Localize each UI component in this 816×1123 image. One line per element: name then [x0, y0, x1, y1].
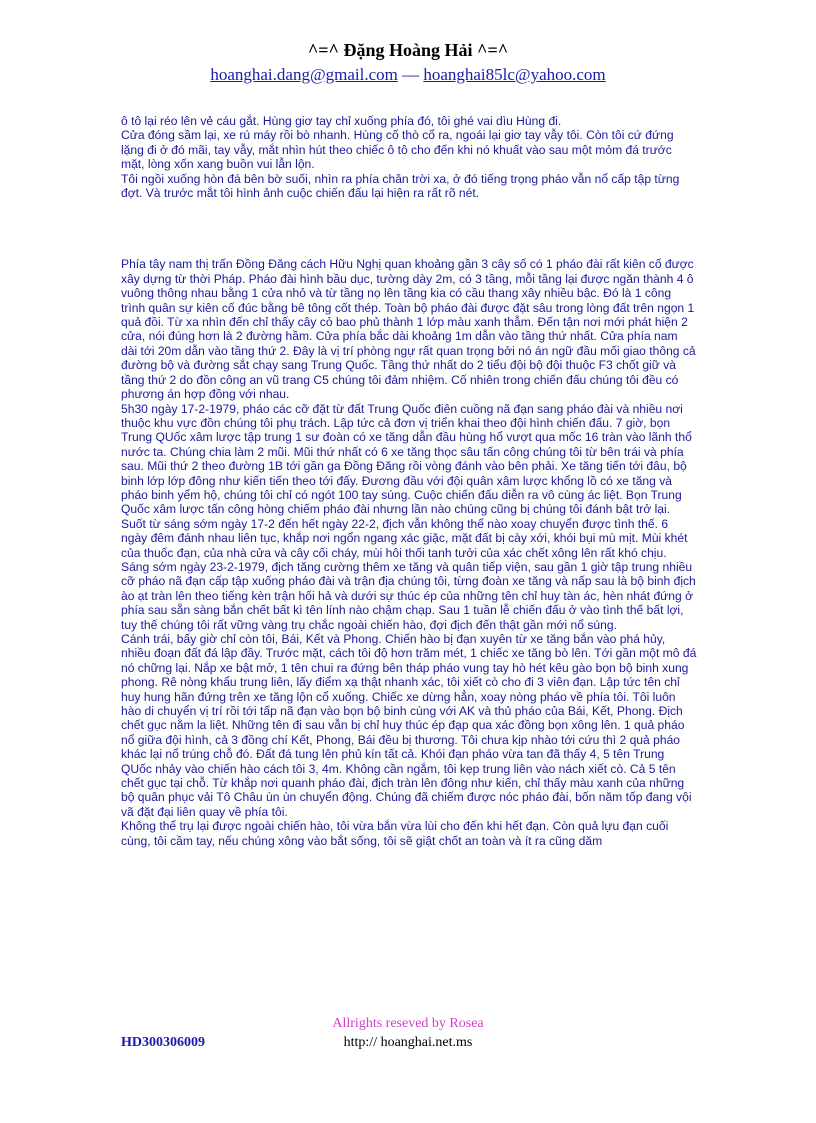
- author-title: ^=^ Đặng Hoàng Hải ^=^: [307, 40, 509, 60]
- paragraph-gap: [121, 200, 697, 257]
- email-separator: —: [397, 65, 424, 84]
- story-body: [121, 114, 697, 848]
- paragraph: ô tô lại réo lên vẻ cáu gắt. Hùng giơ tay chỉ xuống phía đó, tôi ghé vai dìu Hùng đi.: [121, 114, 562, 128]
- email-link-yahoo[interactable]: hoanghai85lc@yahoo.com: [423, 65, 606, 84]
- paragraph: Cánh trái, bấy giờ chỉ còn tôi, Bái, Kết và Phong. Chiến hào bị đạn xuyên từ xe tăng bắn vào phá hủy, nhiều đoạn đất đá lập đầy. Trước mặt, cách tôi độ hơn trăm mét, 1 chiếc xe tăng bò lên. Tới gần một mô đá nó chững lại. Nắp xe bật mở, 1 tên chui ra đứng bên tháp pháo vung tay hò hét kêu gào bọn bộ binh xung phong. Rê nòng khẩu trung liên, lấy điểm xạ thật nhanh xác, tôi xiết cò cho đi 3 viên đạn. Lập tức tên chỉ huy hung hãn đứng trên xe tăng lộn cổ xuống. Chiếc xe dừng hẳn, xoay nòng pháo về phía tôi. Tôi luôn hào di chuyển vị trí rồi tới tấp nã đạn vào bọn bộ binh cùng với AK và thủ pháo của Bái, Kết, Phong. Địch chết gục nằm la liệt. Những tên đi sau vẫn bị chỉ huy thúc ép đạp qua xác đồng bọn xông lên. 1 quả pháo nổ giữa đội hình, cả 3 đồng chí Kết, Phong, Bái đều bị thương. Tôi chưa kịp nhào tới cứu thì 2 quả pháo khác lại nổ trúng chỗ đó. Đất đá tung lên phủ kín tất cả. Khói đạn pháo vừa tan đã thấy 4, 5 tên Trung QUốc nhảy vào chiến hào cách tôi 3, 4m. Không cần ngắm, tôi kẹp trung liên vào nách xiết cò. Cả 5 tên chết gục tại chỗ. Từ khắp nơi quanh pháo đài, địch tràn lên đông như kiến, chỉ thấy màu xanh của những bộ quân phục vải Tô Châu ùn ùn chuyển động. Chúng đã chiếm được nóc pháo đài, bốn năm tốp đang vội vã đặt đại liên quay về phía tôi.: [121, 632, 697, 819]
- website-url: http:// hoanghai.net.ms: [343, 1035, 473, 1050]
- paragraph: Sáng sớm ngày 23-2-1979, địch tăng cường thêm xe tăng và quân tiếp viện, sau gần 1 giờ tập trung nhiều cỡ pháo nã đạn cấp tập xuống pháo đài và trận địa chúng tôi, từng đoàn xe tăng và nấp sau là bộ binh địch ào ạt tràn lên theo tiếng kèn trận hối hả và dưới sự thúc ép của những tên chỉ huy tàn ác, hèn nhát đứng ở phía sau sẵn sàng bắn chết bất kì tên lính nào chậm chạp. Sau 1 tuần lễ chiến đấu ở vào tình thế bất lợi, tuy thế chúng tôi rất vững vàng trụ chắc ngoài chiến hào, đợi địch đến thật gần mới nổ súng.: [121, 559, 696, 632]
- paragraph: Cửa đóng sầm lại, xe rú máy rồi bò nhanh. Hùng cố thò cổ ra, ngoái lại giơ tay vẫy tôi. Còn tôi cứ đứng lặng đi ở đó mãi, tay vẫy, mắt nhìn hút theo chiếc ô tô cho đến khi nó khuất vào sau một mỏm đá trước mặt, lòng xốn xang buồn vui lẫn lộn.: [121, 128, 674, 172]
- paragraph: 5h30 ngày 17-2-1979, pháo các cỡ đặt từ đất Trung Quốc điên cuồng nã đạn sang pháo đài và nhiều nơi thuộc khu vực đồn chúng tôi phụ trách. Lập tức cả đơn vị triển khai theo đội hình chiến đấu. 7 giờ, bọn Trung QUốc xâm lược tập trung 1 sư đoàn có xe tăng dẫn đầu hùng hổ vượt qua mốc 16 tràn vào lãnh thổ nước ta. Chúng chia làm 2 mũi. Mũi thứ nhất có 6 xe tăng thọc sâu tấn công chúng tôi từ bên trái và phía sau. Mũi thứ 2 theo đường 1B tới gần ga Đồng Đăng rồi vòng đánh vào bên phải. Xe tăng tiến tới đâu, bộ binh lớp lớp đông như kiến tiến theo tới đấy. Đương đầu với đội quân xâm lược khổng lồ có xe tăng và pháo binh yểm hộ, chúng tôi chỉ có ngót 100 tay súng. Cuộc chiến đấu diễn ra vô cùng ác liệt. Bọn Trung Quốc xâm lược tấn công hòng chiếm pháo đài nhưng lần nào chúng cũng bị chúng tôi đánh bật trở lại. Suốt từ sáng sớm ngày 17-2 đến hết ngày 22-2, địch vẫn không thể nào xoay chuyển được tình thế. 6 ngày đêm đánh nhau liên tục, khắp nơi ngổn ngang xác giặc, mặt đất bị cày xới, khói bụi mù mịt. Mùi khét của thuốc đạn, của nhà cửa và cây cối cháy, mùi hôi thối tanh tưởi của xác chết xông lên rất khó chịu.: [121, 401, 692, 560]
- paragraph: Tôi ngồi xuống hòn đá bên bờ suối, nhìn ra phía chân trời xa, ở đó tiếng trọng pháo vẫn nổ cấp tập từng đợt. Và trước mắt tôi hình ảnh cuộc chiến đấu lại hiện ra rất rõ nét.: [121, 171, 680, 201]
- paragraph: Không thể trụ lại được ngoài chiến hào, tôi vừa bắn vừa lùi cho đến khi hết đạn. Còn quả lựu đạn cuối cùng, tôi cầm tay, nếu chúng xông vào bắt sống, tôi sẽ giật chốt an toàn và ít ra cũng dăm: [121, 819, 669, 848]
- paragraph: Phía tây nam thị trấn Đồng Đăng cách Hữu Nghị quan khoảng gần 3 cây số có 1 pháo đài rất kiên cố được xây dựng từ thời Pháp. Pháo đài hình bầu dục, tường dày 2m, có 3 tầng, mỗi tầng lại được ngăn thành 4 ô vuông thông nhau bằng 1 cửa nhỏ và từ tầng nọ lên tầng kia có cầu thang xây nhiều bậc. Đó là 1 công trình quân sự kiên cố đúc bằng bê tông cốt thép. Toàn bộ pháo đài được đặt sâu trong lòng đất trên ngọn 1 quả đồi. Từ xa nhìn đến chỉ thấy cây cỏ bao phủ thành 1 lớp màu xanh thẫm. Đến tận nơi mới phát hiện 2 cửa, nói đúng hơn là 2 đường hầm. Cửa phía bắc dài khoảng 1m dẫn vào tầng thứ nhất. Cửa phía nam dài tới 20m dẫn vào tầng thứ 2. Đây là vị trí phòng ngự rất quan trọng bởi nó án ngữ đầu mối giao thông cả đường bộ và đường sắt chạy sang Trung Quốc. Tầng thứ nhất do 2 tiểu đội bộ đội thuộc F3 chốt giữ và tầng thứ 2 do đồn công an vũ trang C5 chúng tôi đảm nhiệm. Cố nhiên trong chiến đấu chúng tôi đều có phương án hợp đồng với nhau.: [121, 257, 696, 402]
- document-code: HD300306009: [121, 1035, 205, 1050]
- email-line: [0, 65, 816, 85]
- email-link-gmail[interactable]: hoanghai.dang@gmail.com: [210, 65, 398, 84]
- page-header: [0, 40, 816, 85]
- rights-notice: Allrights reseved by Rosea: [332, 1016, 484, 1031]
